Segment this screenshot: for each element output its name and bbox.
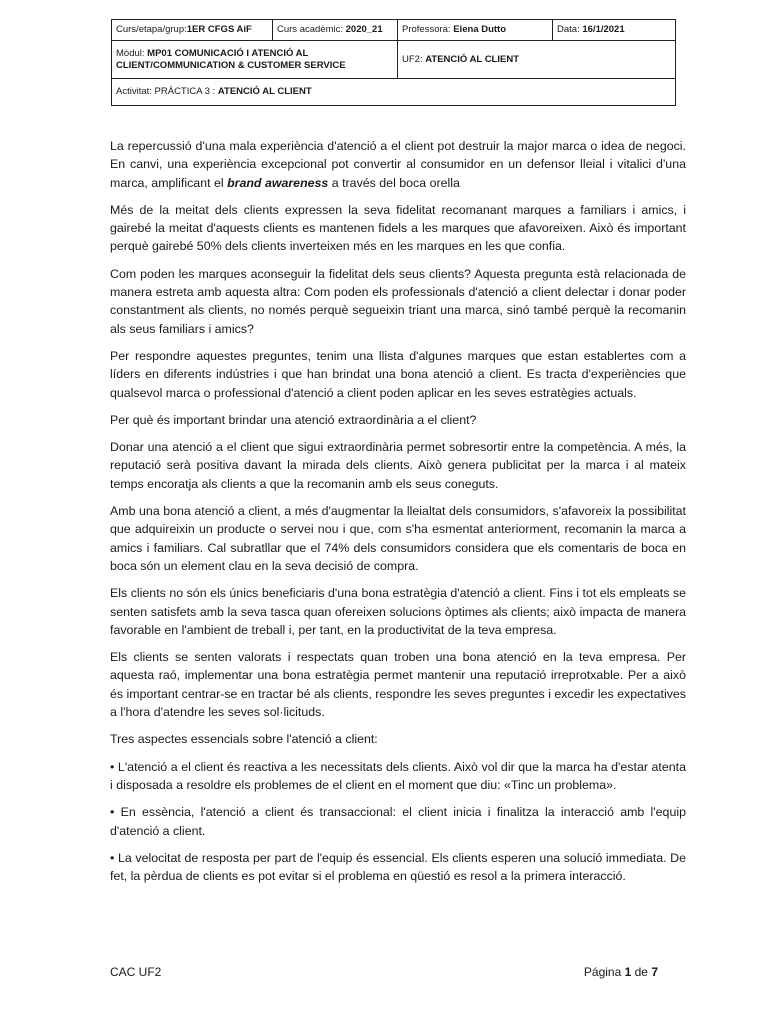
course-cell	[112, 20, 273, 41]
date-value: 16/1/2021	[582, 24, 625, 35]
module-value: MP01 COMUNICACIÓ I ATENCIÓ AL CLIENT/COMMUNICATION & CUSTOMER SERVICE	[116, 47, 346, 71]
paragraph-competition: Donar una atenció a el client que sigui extraordinària permet sobresortir entre la competència. A més, la reputació serà positiva davant la mirada dels clients. Això genera publicitat per la marca i al mateix temps encoratja als clients a que la recomanin amb els seus coneguts.	[110, 440, 686, 491]
page-label: Página	[583, 965, 625, 979]
page-total: 7	[651, 965, 658, 979]
teacher-label: Professora:	[402, 24, 454, 35]
paragraph-intro	[110, 137, 686, 192]
paragraph-intro-a: La repercussió d'una mala experiència d'atenció a el client pot destruir la major marca o idea de negoci. En canvi, una experiència excepcional pot convertir al consumidor en un defensor lleial i vitalici d'una marca, amplificant el	[110, 139, 686, 190]
activity-value: ATENCIÓ AL CLIENT	[217, 86, 312, 97]
paragraph-reputation: Els clients se senten valorats i respectats quan troben una bona atenció en la teva empresa. Per aquesta raó, implementar una bona estratègia permet mantenir una reputació irreprotxable. Per a això és important centrar-se en tractar bé als clients, respondre les seves preguntes i excedir les expectatives a l'hora d'atendre les seves sol·licituds.	[110, 650, 686, 720]
date-label: Data:	[557, 24, 583, 35]
academic-year-label: Curs acadèmic:	[277, 24, 346, 35]
uf-cell	[398, 41, 676, 79]
bullet-reactive: • L'atenció a el client és reactiva a les necessitats dels clients. Això vol dir que la marca ha d'estar atenta i disposada a resoldre els problemes de el client en el moment que diu: «Tinc un problema».	[110, 759, 686, 792]
document-body	[110, 137, 686, 894]
module-label: Mòdul:	[116, 47, 148, 59]
uf-label: UF2:	[402, 53, 426, 65]
teacher-value: Elena Dutto	[453, 24, 506, 35]
paragraph-intro-b: a través del boca orella	[328, 175, 460, 190]
module-cell	[112, 41, 398, 79]
date-cell	[553, 20, 676, 41]
uf-value: ATENCIÓ AL CLIENT	[425, 53, 520, 65]
paragraph-brands: Per respondre aquestes preguntes, tenim una llista d'algunes marques que estan establertes com a líders en diferents indústries i que han brindat una bona atenció a client. Es tracta d'experiències que qualsevol marca o professional d'atenció a client poden aplicar en les seves estratègies actuals.	[110, 348, 686, 400]
bullet-speed: • La velocitat de resposta per part de l'equip és essencial. Els clients esperen una solució immediata. De fet, la pèrdua de clients es pot evitar si el problema en qüestió es resol a la primera interacció.	[110, 850, 686, 884]
course-value: 1ER CFGS AiF	[186, 24, 252, 35]
page-current: 1	[624, 965, 632, 979]
academic-year-cell	[273, 20, 398, 41]
activity-label: Activitat: PRÀCTICA 3 :	[116, 86, 218, 97]
page-number	[584, 965, 658, 979]
brand-awareness-emphasis: brand awareness	[227, 175, 329, 190]
teacher-cell	[398, 20, 553, 41]
paragraph-why: Per què és important brindar una atenció extraordinària a el client?	[110, 412, 477, 427]
paragraph-loyalty: Més de la meitat dels clients expressen la seva fidelitat recomanant marques a familiars i amics, i gairebé la meitat d'aquests clients es mantenen fidels a les marques que afavoreixen. Això és important perquè gairebé 50% dels clients inverteixen més en les marques en les que confia.	[110, 202, 686, 254]
paragraph-aspects-intro: Tres aspectes essencials sobre l'atenció a client:	[110, 732, 378, 747]
paragraph-word-of-mouth: Amb una bona atenció a client, a més d'augmentar la lleialtat dels consumidors, s'afavoreix la possibilitat que adquireixin un producte o servei nou i que, com s'ha esmentat anteriorment, recomanin la marca a amics i familiars. Cal subratllar que el 74% dels consumidors considera que els comentaris de boca en boca són un element clau en la seva decisió de compra.	[110, 504, 686, 573]
course-label: Curs/etapa/grup:	[116, 24, 187, 35]
paragraph-employees: Els clients no són els únics beneficiaris d'una bona estratègia d'atenció a client. Fins i tot els empleats se senten satisfets amb la seva tasca quan ofereixen solucions òptimes als clients; això impacta de manera favorable en l'ambient de treball i, per tant, en la productivitat de la teva empresa.	[110, 586, 686, 637]
academic-year-value: 2020_21	[345, 24, 383, 35]
activity-cell	[112, 79, 676, 106]
header-table	[111, 19, 676, 106]
page-of: de	[631, 965, 652, 979]
bullet-transactional: • En essència, l'atenció a client és transaccional: el client inicia i finalitza la interacció amb l'equip d'atenció a client.	[110, 805, 686, 838]
footer-left-label: CAC UF2	[110, 965, 162, 979]
paragraph-question: Com poden les marques aconseguir la fidelitat dels seus clients? Aquesta pregunta està relacionada de manera estreta amb aquesta altra: Com poden els professionals d'atenció a client delectar i donar poder constantment als clients, no només perquè segueixin triant una marca, sinó també perquè la recomanin als seus familiars i amics?	[110, 266, 686, 336]
